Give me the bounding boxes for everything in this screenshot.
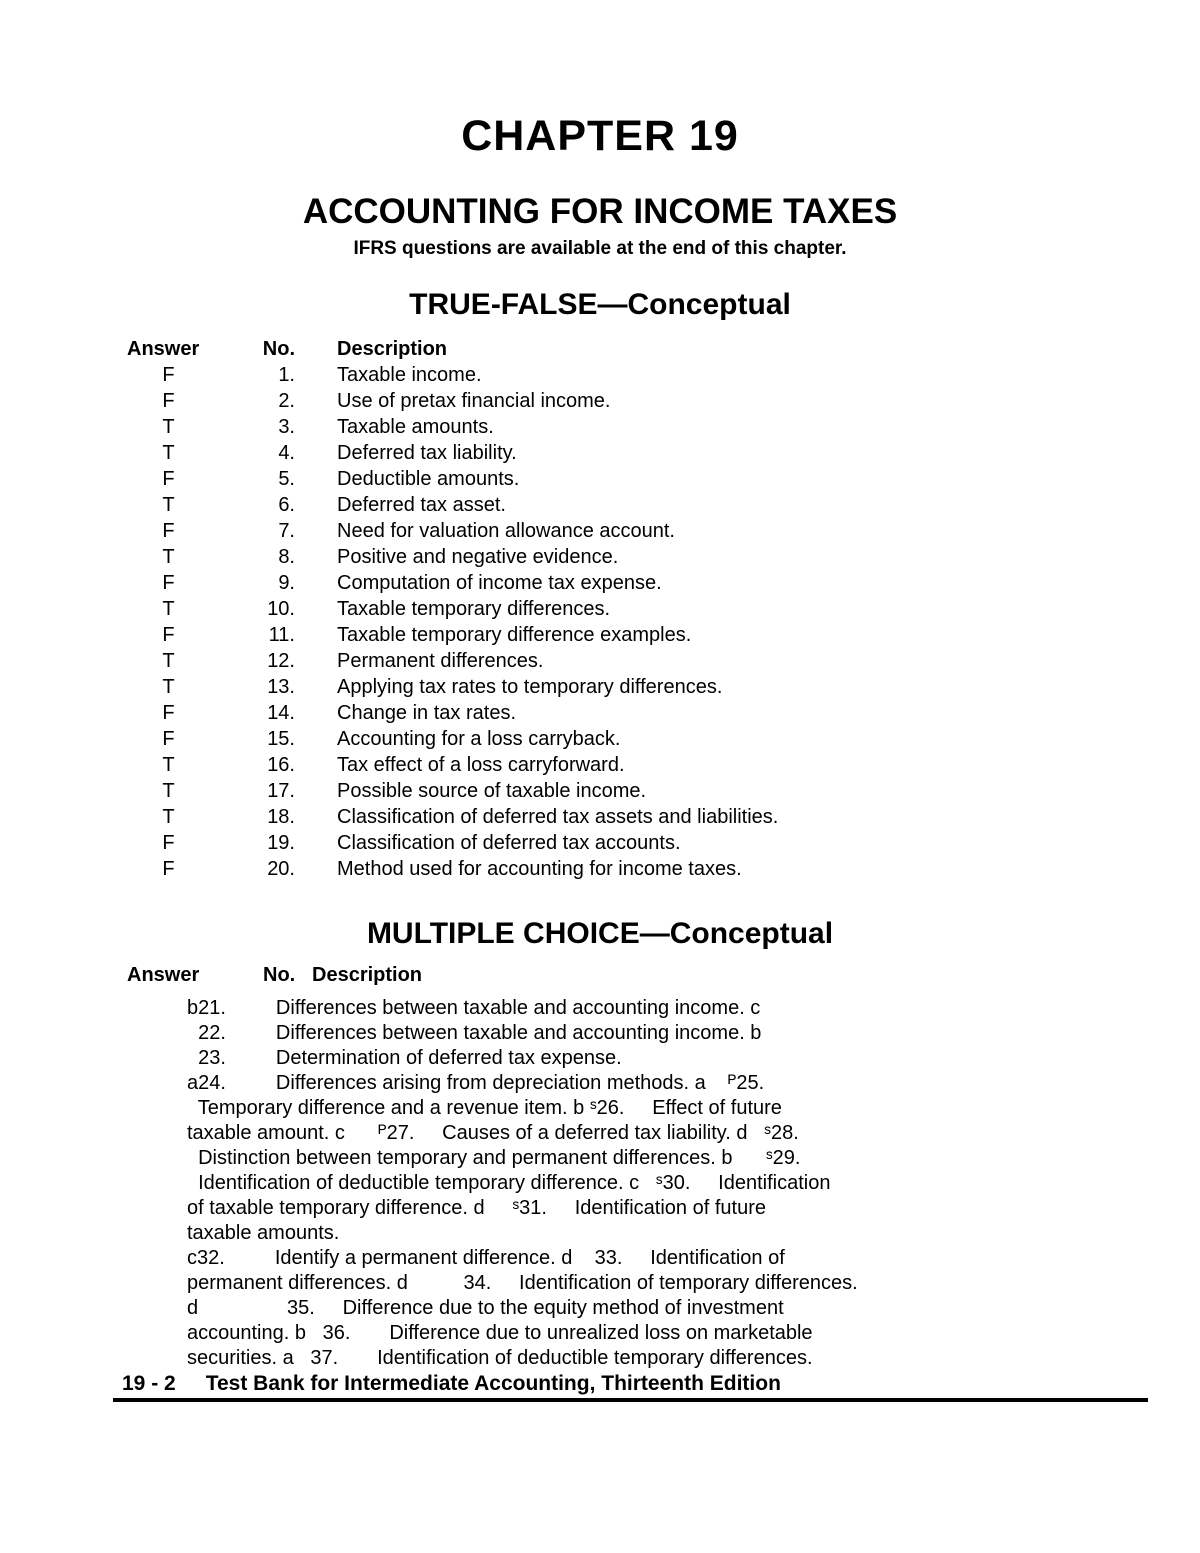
description-cell: Classification of deferred tax accounts. [337, 832, 681, 854]
table-row [127, 804, 1200, 830]
table-row [127, 622, 1200, 648]
multiple-choice-line [187, 1346, 1200, 1371]
line-text: 23. Determination of deferred tax expense. [187, 1047, 622, 1069]
table-row [127, 362, 1200, 388]
number-cell: 5. [278, 468, 295, 490]
answer-cell: F [162, 468, 175, 490]
answer-cell: T [162, 806, 175, 828]
number-cell: 6. [278, 494, 295, 516]
line-text: of taxable temporary difference. d ˢ31. Identification of future [187, 1197, 766, 1219]
line-text: accounting. b 36. Difference due to unrealized loss on marketable [187, 1322, 813, 1344]
table-row [127, 570, 1200, 596]
page-number: 19 - 2 [122, 1372, 176, 1395]
number-cell: 4. [278, 442, 295, 464]
table-row [127, 856, 1200, 882]
multiple-choice-line [187, 1046, 1200, 1071]
number-cell: 20. [267, 858, 295, 880]
multiple-choice-line [187, 1171, 1200, 1196]
number-cell: 13. [267, 676, 295, 698]
table-row [127, 414, 1200, 440]
multiple-choice-line [187, 1071, 1200, 1096]
table-row [127, 518, 1200, 544]
multiple-choice-line [187, 1271, 1200, 1296]
description-cell: Deferred tax liability. [337, 442, 517, 464]
description-cell: Permanent differences. [337, 650, 544, 672]
multiple-choice-line [187, 1021, 1200, 1046]
description-cell: Need for valuation allowance account. [337, 520, 675, 542]
number-cell: 14. [267, 702, 295, 724]
multiple-choice-line [187, 1321, 1200, 1346]
table-row [127, 830, 1200, 856]
line-text: d 35. Difference due to the equity method of investment [187, 1297, 784, 1319]
table-row [127, 440, 1200, 466]
description-cell: Taxable temporary differences. [337, 598, 611, 620]
number-cell: 16. [267, 754, 295, 776]
number-cell: 11. [268, 624, 295, 646]
number-column-header: No. [262, 338, 295, 360]
description-cell: Use of pretax financial income. [337, 390, 611, 412]
multiple-choice-line [187, 1221, 1200, 1246]
number-cell: 10. [267, 598, 295, 620]
answer-cell: T [162, 780, 175, 802]
description-cell: Possible source of taxable income. [337, 780, 647, 802]
description-cell: Deductible amounts. [337, 468, 520, 490]
line-text: securities. a 37. Identification of deductible temporary differences. [187, 1347, 813, 1369]
number-cell: 8. [278, 546, 295, 568]
number-cell: 12. [267, 650, 295, 672]
table-row [127, 596, 1200, 622]
number-cell: 3. [278, 416, 295, 438]
page-footer [122, 1373, 1200, 1395]
description-column-header: Description [312, 964, 423, 986]
answer-cell: F [162, 624, 175, 646]
multiple-choice-line [187, 1296, 1200, 1321]
number-cell: 18. [267, 806, 295, 828]
answer-column-header: Answer [127, 338, 200, 360]
number-cell: 1. [278, 364, 295, 386]
line-text: permanent differences. d 34. Identification of temporary differences. [187, 1272, 858, 1294]
true-false-heading: TRUE-FALSE—Conceptual [409, 288, 791, 321]
table-row [127, 648, 1200, 674]
number-cell: 2. [278, 390, 295, 412]
multiple-choice-line [187, 1246, 1200, 1271]
answer-cell: F [162, 520, 175, 542]
line-text: c32. Identify a permanent difference. d 33. Identification of [187, 1247, 785, 1269]
answer-cell: T [162, 676, 175, 698]
table-row [127, 752, 1200, 778]
description-cell: Classification of deferred tax assets and liabilities. [337, 806, 779, 828]
multiple-choice-list [187, 996, 1200, 1371]
table-row [127, 674, 1200, 700]
answer-cell: F [162, 572, 175, 594]
answer-cell: T [162, 754, 175, 776]
table-header-row [127, 336, 1200, 362]
answer-cell: T [162, 416, 175, 438]
description-cell: Taxable amounts. [337, 416, 494, 438]
description-cell: Method used for accounting for income taxes. [337, 858, 742, 880]
footer-rule [113, 1398, 1148, 1402]
description-cell: Tax effect of a loss carryforward. [337, 754, 625, 776]
multiple-choice-line [187, 1096, 1200, 1121]
description-cell: Deferred tax asset. [337, 494, 506, 516]
description-column-header: Description [337, 338, 448, 360]
table-row [127, 726, 1200, 752]
answer-cell: F [162, 390, 175, 412]
answer-column-header: Answer [127, 964, 200, 986]
line-text: Identification of deductible temporary difference. c ˢ30. Identification [187, 1172, 831, 1194]
line-text: Temporary difference and a revenue item. b ˢ26. Effect of future [187, 1097, 782, 1119]
multiple-choice-line [187, 1121, 1200, 1146]
answer-cell: T [162, 546, 175, 568]
line-text: taxable amount. c ᴾ27. Causes of a deferred tax liability. d ˢ28. [187, 1122, 799, 1144]
description-cell: Computation of income tax expense. [337, 572, 662, 594]
line-text: a24. Differences arising from depreciation methods. a ᴾ25. [187, 1072, 765, 1094]
line-text: b21. Differences between taxable and accounting income. c [187, 997, 761, 1019]
answer-cell: F [162, 364, 175, 386]
answer-cell: F [162, 858, 175, 880]
description-cell: Change in tax rates. [337, 702, 516, 724]
line-text: taxable amounts. [187, 1222, 340, 1244]
number-cell: 17. [267, 780, 295, 802]
multiple-choice-line [187, 1196, 1200, 1221]
answer-cell: F [162, 702, 175, 724]
description-cell: Accounting for a loss carryback. [337, 728, 621, 750]
table-row [127, 544, 1200, 570]
answer-cell: F [162, 728, 175, 750]
chapter-title: CHAPTER 19 [461, 112, 739, 160]
number-column-header: No. [263, 964, 296, 986]
table-row [127, 778, 1200, 804]
number-cell: 15. [267, 728, 295, 750]
answer-cell: T [162, 598, 175, 620]
subtitle: IFRS questions are available at the end of this chapter. [353, 238, 847, 259]
number-cell: 9. [278, 572, 295, 594]
answer-cell: T [162, 442, 175, 464]
description-cell: Taxable income. [337, 364, 482, 386]
number-cell: 19. [267, 832, 295, 854]
description-cell: Positive and negative evidence. [337, 546, 619, 568]
line-text: Distinction between temporary and permanent differences. b ˢ29. [187, 1147, 801, 1169]
table-row [127, 388, 1200, 414]
true-false-table [127, 336, 1200, 882]
multiple-choice-header-row [127, 962, 1200, 988]
multiple-choice-line [187, 996, 1200, 1021]
table-row [127, 700, 1200, 726]
line-text: 22. Differences between taxable and accounting income. b [187, 1022, 762, 1044]
table-row [127, 492, 1200, 518]
table-row [127, 466, 1200, 492]
multiple-choice-line [187, 1146, 1200, 1171]
multiple-choice-heading: MULTIPLE CHOICE—Conceptual [366, 917, 834, 950]
answer-cell: T [162, 494, 175, 516]
book-title: Test Bank for Intermediate Accounting, Thirteenth Edition [205, 1372, 781, 1395]
answer-cell: T [162, 650, 175, 672]
answer-cell: F [162, 832, 175, 854]
number-cell: 7. [278, 520, 295, 542]
description-cell: Taxable temporary difference examples. [337, 624, 692, 646]
description-cell: Applying tax rates to temporary differences. [337, 676, 723, 698]
page-title: ACCOUNTING FOR INCOME TAXES [302, 192, 898, 231]
